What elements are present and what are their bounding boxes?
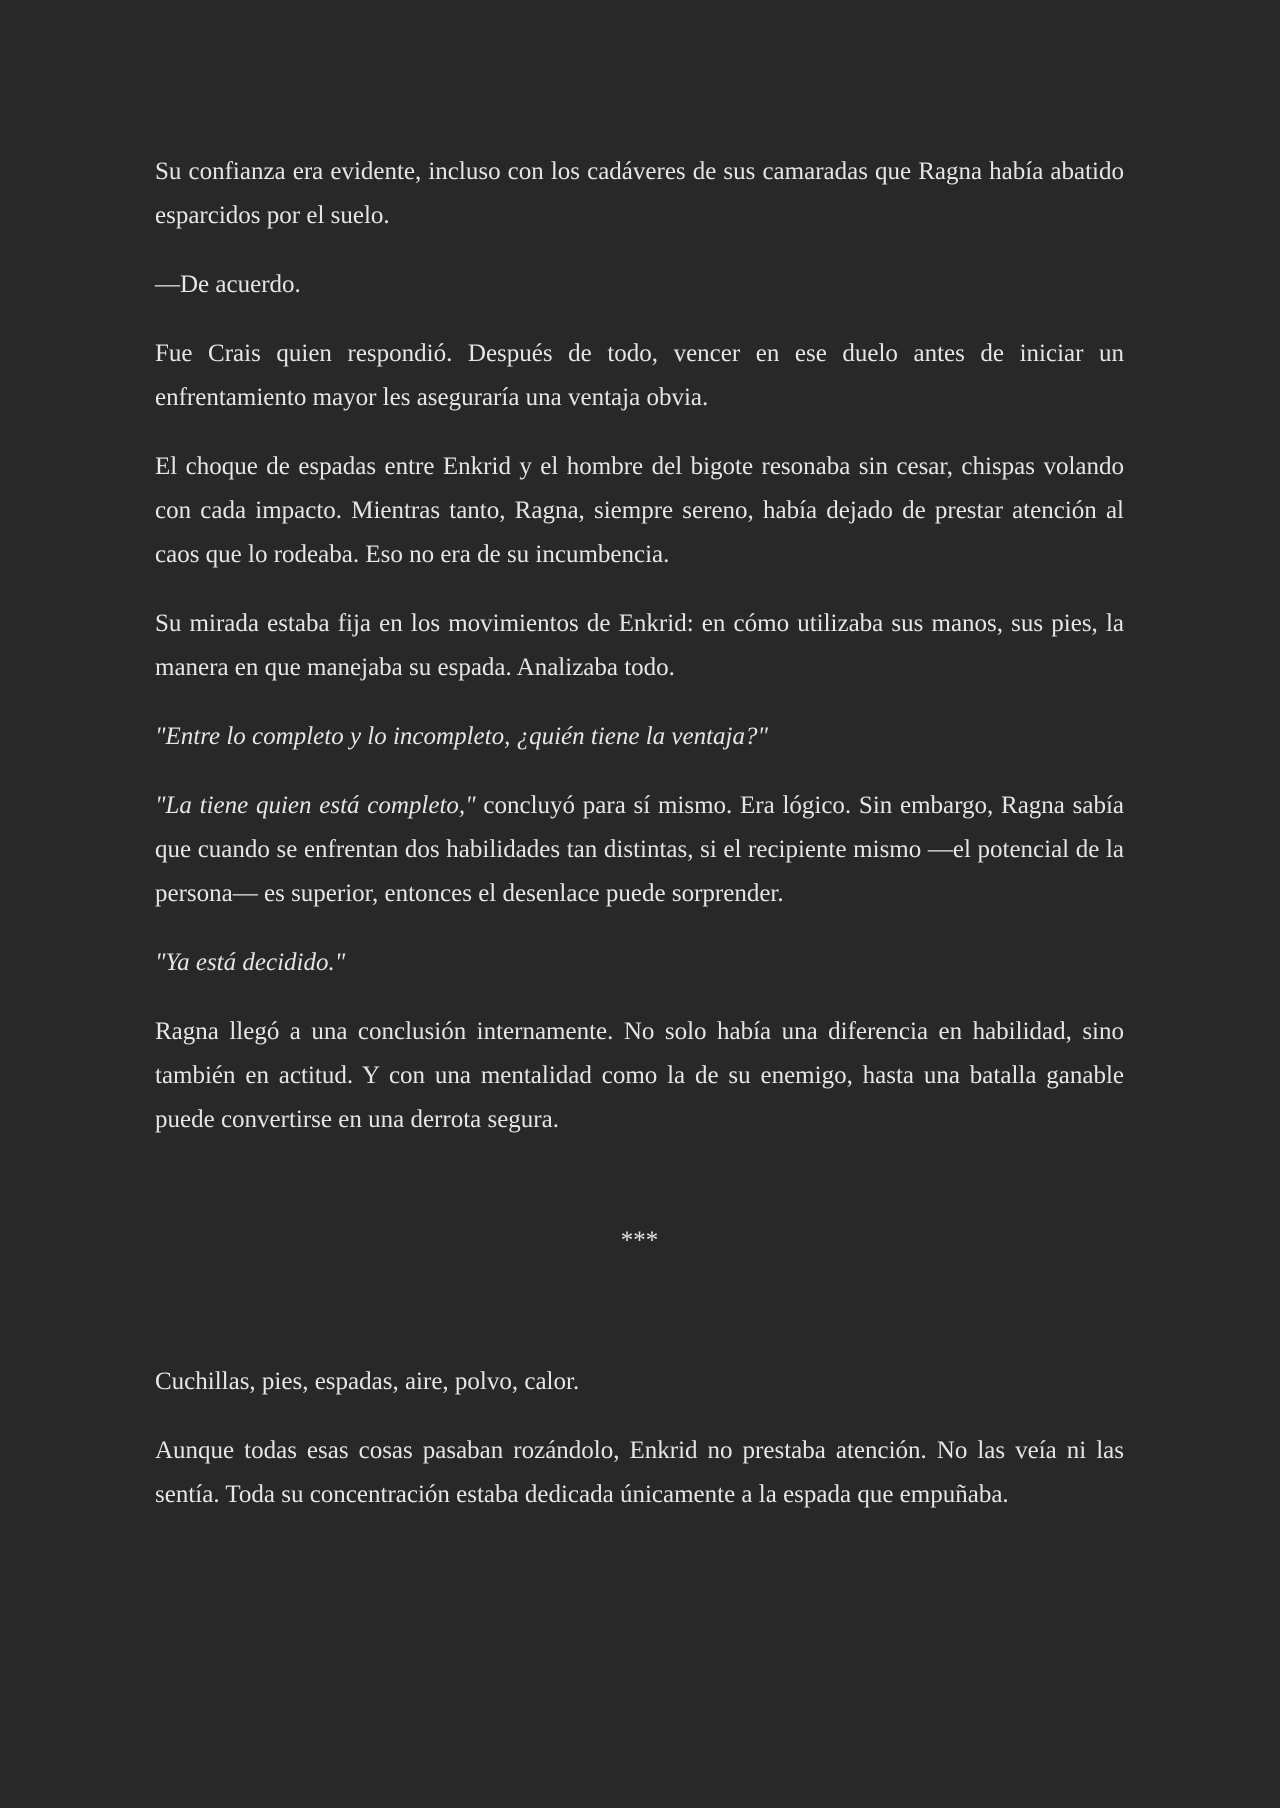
paragraph: El choque de espadas entre Enkrid y el hombre del bigote resonaba sin cesar, chispas volando con cada impacto. Mientras tanto, Ragna, siempre sereno, había dejado de prestar atención al caos que lo rodeaba. Eso no era de su incumbencia. bbox=[155, 453, 1124, 568]
paragraph: Su mirada estaba fija en los movimientos de Enkrid: en cómo utilizaba sus manos, sus pies, la manera en que manejaba su espada. Analizaba todo. bbox=[155, 610, 1124, 681]
scene-separator: *** bbox=[620, 1227, 659, 1254]
chapter-text bbox=[155, 150, 1124, 1542]
paragraph: Cuchillas, pies, espadas, aire, polvo, calor. bbox=[155, 1368, 580, 1395]
paragraph: Su confianza era evidente, incluso con los cadáveres de sus camaradas que Ragna había abatido esparcidos por el suelo. bbox=[155, 158, 1124, 229]
inner-thought: "Entre lo completo y lo incompleto, ¿quién tiene la ventaja?" bbox=[155, 723, 768, 750]
paragraph-mixed bbox=[155, 784, 1124, 916]
paragraph-text: concluyó para sí mismo. Era lógico. Sin embargo, Ragna sabía que cuando se enfrentan dos habilidades tan distintas, si el recipiente mismo —el potencial de la persona— es superior, entonces el desenlace puede sorprender. bbox=[155, 792, 1124, 907]
paragraph: —De acuerdo. bbox=[155, 271, 301, 298]
paragraph: Ragna llegó a una conclusión internamente. No solo había una diferencia en habilidad, sino también en actitud. Y con una mentalidad como la de su enemigo, hasta una batalla ganable puede convertirse en una derrota segura. bbox=[155, 1018, 1124, 1133]
inner-thought: "Ya está decidido." bbox=[155, 949, 346, 976]
paragraph: Fue Crais quien respondió. Después de todo, vencer en ese duelo antes de iniciar un enfrentamiento mayor les aseguraría una ventaja obvia. bbox=[155, 340, 1124, 411]
inner-thought-inline: "La tiene quien está completo," bbox=[155, 792, 476, 819]
paragraph: Aunque todas esas cosas pasaban rozándolo, Enkrid no prestaba atención. No las veía ni las sentía. Toda su concentración estaba dedicada únicamente a la espada que empuñaba. bbox=[155, 1437, 1124, 1508]
